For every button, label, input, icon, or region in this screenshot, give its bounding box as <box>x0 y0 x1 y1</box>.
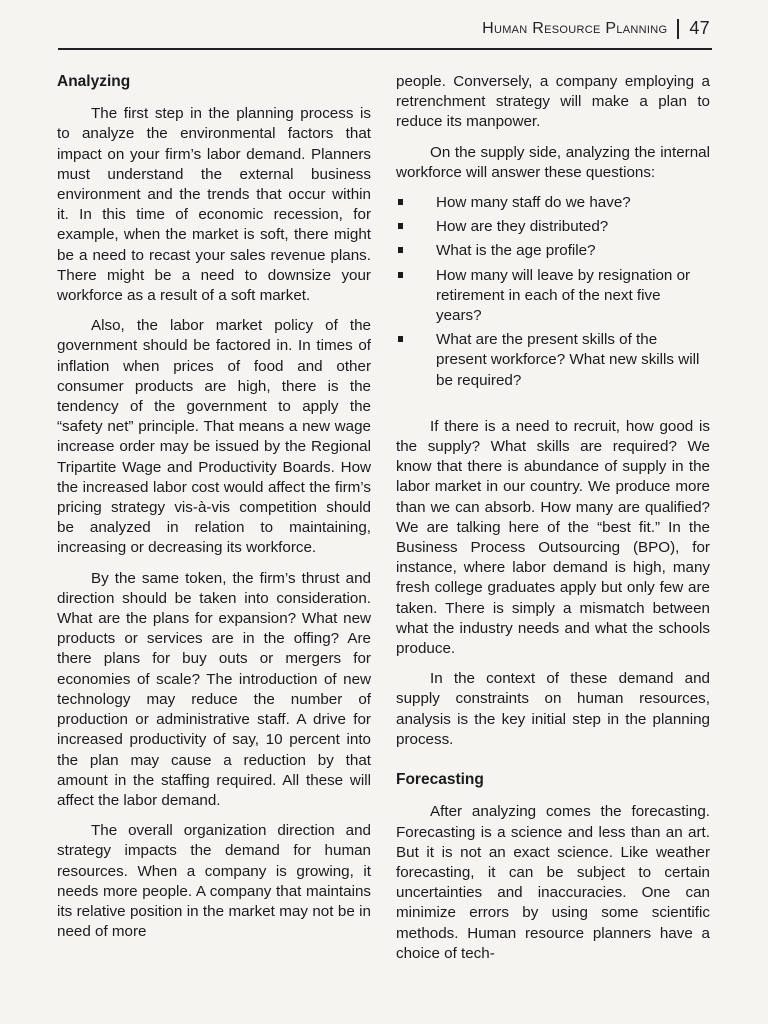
list-item: What are the present skills of the present workforce? What new skills will be required? <box>396 330 710 391</box>
header-rule <box>58 48 712 50</box>
paragraph-continuation: people. Conversely, a company employing a retrenchment strategy will make a plan to reduce its manpower. <box>396 73 710 131</box>
question-list <box>396 193 710 391</box>
left-column <box>57 72 371 952</box>
bullet-icon <box>398 336 403 342</box>
paragraph: If there is a need to recruit, how good is the supply? What skills are required? We know that there is abundance of supply in the labor market in our country. We produce more than we can absorb. How many are qualified? We are talking here of the “best fit.” In the Business Process Outsourcing (BPO), for instance, where labor demand is high, many fresh college graduates apply but only few are taken. There is simply a mismatch between what the industry needs and what the schools produce. <box>396 417 710 658</box>
header-separator <box>677 19 679 39</box>
paragraph: The overall organization direction and strategy impacts the demand for human resources. When a company is growing, it needs more people. A company that maintains its relative position in the market may not be in need of more <box>57 822 371 941</box>
bullet-icon <box>398 223 403 229</box>
bullet-icon <box>398 272 403 278</box>
paragraph: Also, the labor market policy of the government should be factored in. In times of inflation when prices of food and other consumer products are high, there is the tendency of the government to apply the “safety net” principle. That means a new wage increase order may be issued by the Regional Tripartite Wage and Productivity Boards. How the increased labor cost would affect the firm’s pricing strategy vis-à-vis competition should be analyzed in relation to maintaining, increasing or decreasing its workforce. <box>57 317 371 557</box>
list-item: How many will leave by resignation or retirement in each of the next five years? <box>396 266 710 327</box>
paragraph: The first step in the planning process is to analyze the environmental factors that impact on your firm’s labor demand. Planners must understand the external business environment and the trends that occur within it. In this time of economic recession, for example, when the market is soft, there might be a need to recast your sales revenue plans. There might be a need to downsize your workforce as a result of a soft market. <box>57 105 371 305</box>
paragraph: By the same token, the firm’s thrust and direction should be taken into consideration. What are the plans for expansion? What new products or services are in the offing? Are there plans for buy outs or mergers for economies of scale? The introduction of new technology may reduce the number of production or administrative staff. A drive for increased productivity of say, 10 percent into the plan may cause a reduction by that amount in the staffing required. All these will affect the labor demand. <box>57 569 371 809</box>
section-heading-analyzing: Analyzing <box>57 73 131 90</box>
list-item: What is the age profile? <box>396 241 710 261</box>
running-head <box>482 18 710 39</box>
bullet-icon <box>398 247 403 253</box>
paragraph: On the supply side, analyzing the internal workforce will answer these questions: <box>396 143 710 181</box>
list-item: How many staff do we have? <box>396 193 710 213</box>
paragraph: In the context of these demand and supply constraints on human resources, analysis is the key initial step in the planning process. <box>396 670 710 748</box>
right-column <box>396 72 710 974</box>
section-heading-forecasting: Forecasting <box>396 771 484 789</box>
list-item: How are they distributed? <box>396 217 710 237</box>
paragraph: After analyzing comes the forecasting. Forecasting is a science and less than an art. But it is not an exact science. Like weather forecasting, it can be subject to certain uncertainties and inaccuracies. One can minimize errors by using some scientific methods. Human resource planners have a choice of tech- <box>396 803 710 962</box>
bullet-icon <box>398 199 403 205</box>
running-title: Human Resource Planning <box>482 19 668 37</box>
page-number: 47 <box>689 18 710 38</box>
